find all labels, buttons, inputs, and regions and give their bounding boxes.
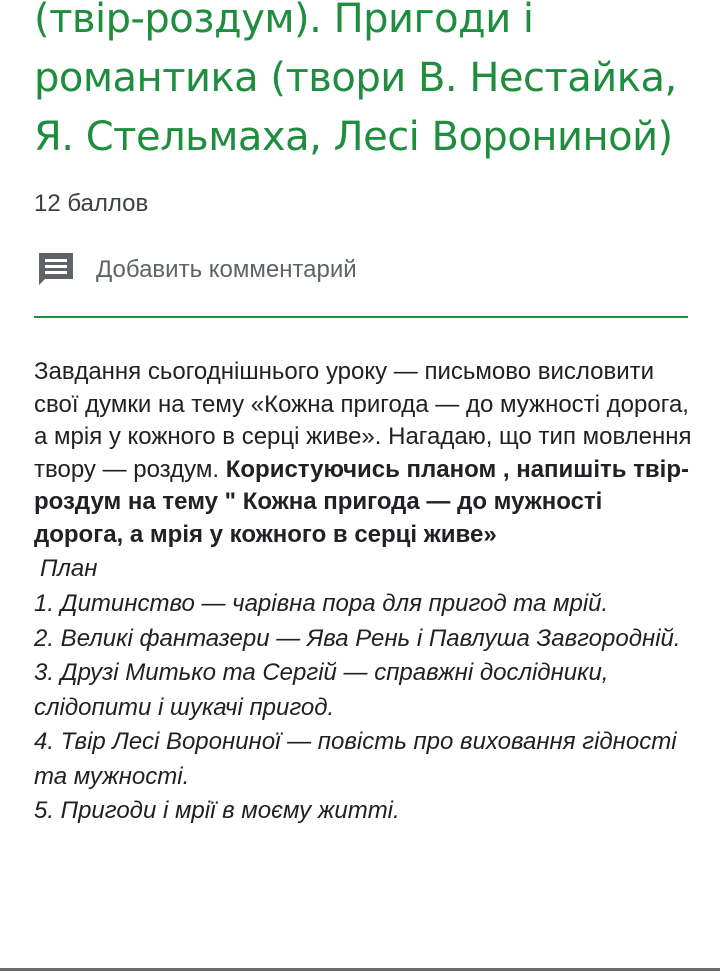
assignment-title	[34, 0, 704, 167]
plan-item: 5. Пригоди і мрії в моєму житті.	[34, 797, 400, 824]
assignment-title-line: Я. Стельмаха, Лесі Ворониной)	[34, 114, 673, 160]
assignment-title-line: романтика (твори В. Нестайка,	[34, 55, 677, 101]
plan-item: 4. Твір Лесі Ворониної — повість про виховання гідності та мужності.	[34, 728, 677, 790]
plan-item: 3. Друзі Митько та Сергій — справжні дослідники, слідопити і шукачі пригод.	[34, 659, 609, 721]
section-divider	[34, 316, 688, 318]
add-comment-button[interactable]	[34, 248, 357, 292]
description-intro: Завдання сьогоднішнього уроку — письмово висловити свої думки на тему «Кожна пригода — до мужності дорога, а мрія у кожного в серці живе». Нагадаю, що тип мовлення твору — роздум.	[34, 358, 692, 483]
bottom-divider	[0, 968, 720, 971]
assignment-title-line: (твір-роздум). Пригоди і	[34, 0, 534, 42]
plan-list	[34, 587, 694, 829]
comment-icon	[34, 248, 78, 292]
description-bold-instruction: Користуючись планом , напишіть твір-роздум на тему " Кожна пригода — до мужності дорога, а мрія у кожного в серці живе»	[34, 455, 689, 548]
assignment-description	[34, 356, 694, 829]
description-paragraph	[34, 356, 694, 551]
assignment-points: 12 баллов	[34, 190, 149, 217]
plan-item: 1. Дитинство — чарівна пора для пригод та мрій.	[34, 590, 609, 617]
add-comment-label: Добавить комментарий	[96, 256, 357, 283]
plan-item: 2. Великі фантазери — Ява Рень і Павлуша Завгородній.	[34, 624, 681, 652]
plan-heading: План	[40, 555, 98, 582]
